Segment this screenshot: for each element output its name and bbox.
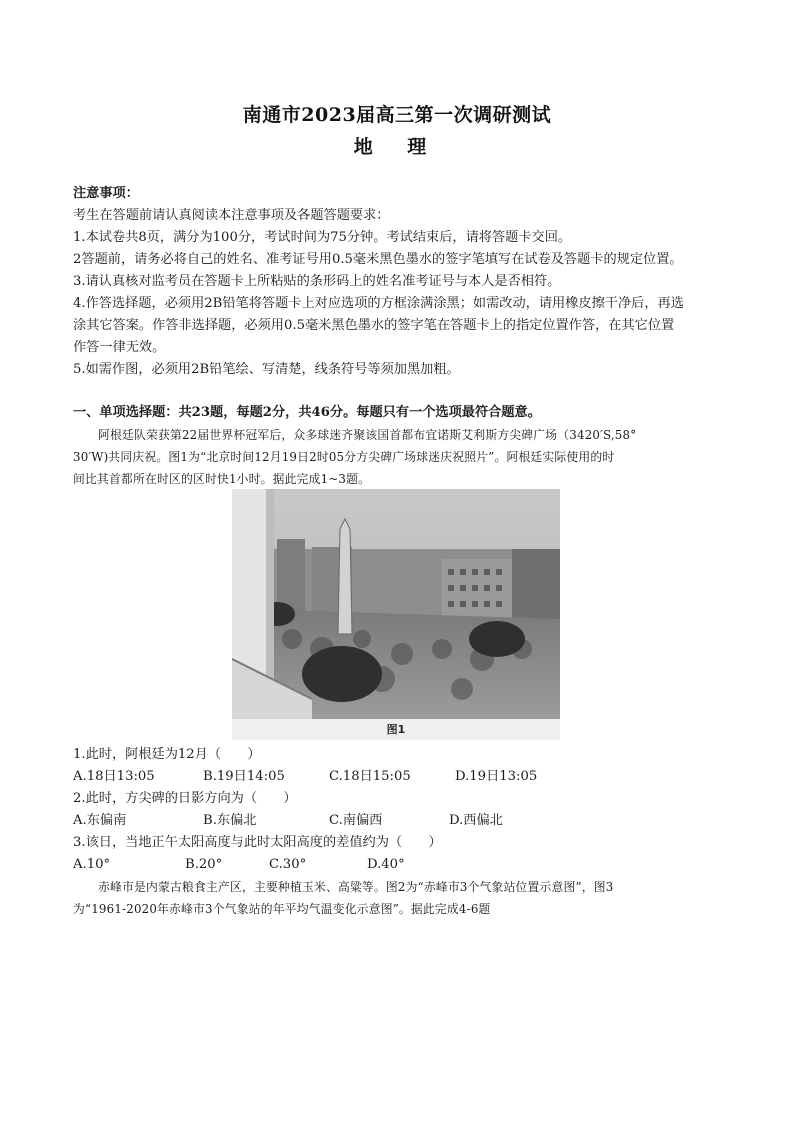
option-b: B.19日14:05 — [203, 769, 285, 784]
intro-line: 为“1961-2020年赤峰市3个气象站的年平均气温变化示意图”。据此完成4-6题 — [73, 902, 491, 916]
subject-title: 地 理 — [353, 136, 441, 158]
notice-line: 1.本试卷共8页，满分为100分，考试时间为75分钟。考试结束后，请将答题卡交回。 — [73, 230, 572, 245]
question-stem: 2.此时，方尖碑的日影方向为（ ） — [73, 791, 297, 806]
notice-line: 5.如需作图，必须用2B铅笔绘、写清楚，线条符号等须加黑加粗。 — [73, 362, 460, 377]
question-stem: 3.该日，当地正午太阳高度与此时太阳高度的差值约为（ ） — [73, 835, 442, 850]
option-d: D.40° — [367, 857, 405, 872]
notice-heading: 注意事项： — [73, 186, 139, 201]
option-d: D.西偏北 — [449, 813, 503, 828]
option-c: C.30° — [269, 857, 307, 872]
notice-line: 考生在答题前请认真阅读本注意事项及各题答题要求： — [73, 208, 390, 223]
notice-line: 涂其它答案。作答非选择题，必须用0.5毫米黑色墨水的签字笔在答题卡上的指定位置作答，在其它位置 — [73, 318, 675, 333]
intro-line: 阿根廷队荣获第22届世界杯冠军后，众多球迷齐聚该国首都布宜诺斯艾利斯方尖碑广场（3420′S,58° — [98, 428, 637, 442]
notice-line: 2答题前，请务必将自己的姓名、准考证号用0.5毫米黑色墨水的签字笔填写在试卷及答题卡的规定位置。 — [73, 252, 683, 267]
intro-line: 30′W)共同庆祝。图1为“北京时间12月19日2时05分方尖碑广场球迷庆祝照片”。阿根廷实际使用的时 — [73, 450, 615, 464]
exam-title: 南通市2023届高三第一次调研测试 — [242, 104, 552, 126]
option-c: C.18日15:05 — [329, 769, 411, 784]
intro-line: 赤峰市是内蒙古粮食主产区，主要种植玉米、高粱等。图2为“赤峰市3个气象站位置示意图”，图3 — [98, 880, 614, 894]
intro-line: 间比其首都所在时区的区时快1小时。据此完成1~3题。 — [73, 472, 371, 486]
notice-line: 4.作答选择题，必须用2B铅笔将答题卡上对应选项的方框涂满涂黑；如需改动，请用橡皮擦干净后，再选 — [73, 296, 684, 311]
section-heading: 一、单项选择题：共23题，每题2分，共46分。每题只有一个选项最符合题意。 — [73, 405, 541, 420]
question-stem: 1.此时，阿根廷为12月（ ） — [73, 747, 261, 762]
option-d: D.19日13:05 — [455, 769, 538, 784]
figure-1-photo — [232, 489, 560, 740]
option-b: B.20° — [185, 857, 223, 872]
option-a: A.10° — [73, 857, 111, 872]
notice-line: 3.请认真核对监考员在答题卡上所粘贴的条形码上的姓名准考证号与本人是否相符。 — [73, 274, 561, 289]
option-a: A.18日13:05 — [73, 769, 155, 784]
obelisk-crowd-picture — [232, 489, 560, 740]
figure-1-label: 图1 — [386, 723, 406, 736]
option-b: B.东偏北 — [203, 813, 257, 828]
option-c: C.南偏西 — [329, 813, 383, 828]
option-a: A.东偏南 — [73, 813, 127, 828]
notice-line: 作答一律无效。 — [73, 340, 166, 355]
